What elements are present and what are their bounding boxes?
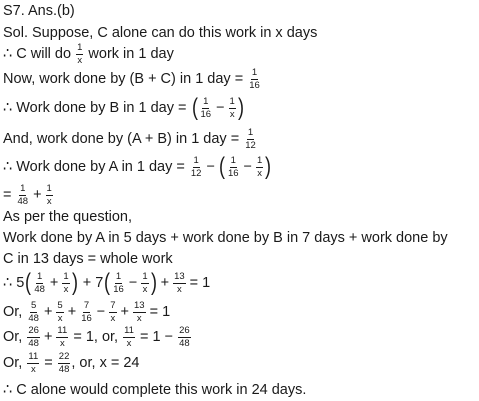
solution-line-2 — [3, 43, 174, 65]
numerator: 11 — [28, 351, 39, 362]
denominator: x — [77, 54, 83, 66]
fraction — [123, 326, 135, 348]
fraction — [133, 301, 146, 323]
denominator: x — [257, 167, 262, 179]
denominator: 16 — [227, 167, 239, 179]
line-14-post: , or, x = 24 — [71, 354, 140, 371]
numerator: 1 — [36, 271, 43, 282]
solution-line-11 — [3, 271, 213, 295]
line-12-pre: Or, — [3, 303, 27, 320]
denominator: x — [126, 337, 132, 349]
plus-sign: + — [49, 274, 59, 291]
fraction — [62, 272, 69, 294]
numerator: 1 — [142, 271, 148, 282]
fraction — [244, 128, 257, 150]
numerator: 1 — [203, 96, 209, 107]
numerator: 7 — [83, 300, 90, 311]
numerator: 1 — [193, 155, 199, 166]
fraction — [80, 301, 93, 323]
solution-line-4 — [3, 96, 245, 120]
denominator: 12 — [245, 139, 256, 151]
equals-one: = 1 — [189, 274, 211, 291]
minus-sign: − — [243, 158, 252, 175]
plus-sign: + — [160, 274, 170, 291]
line-11-pre: ∴ 5 — [3, 274, 25, 291]
minus-sign: − — [216, 99, 225, 116]
denominator: 16 — [200, 108, 212, 120]
numerator: 22 — [58, 351, 70, 362]
solution-line-12 — [3, 301, 173, 323]
fraction — [58, 352, 71, 374]
right-paren: ) — [71, 269, 78, 296]
numerator: 5 — [57, 300, 63, 311]
line-2-pre: ∴ C will do — [3, 45, 76, 62]
fraction — [17, 184, 30, 206]
line-10-text: C in 13 days = whole work — [3, 251, 173, 267]
plus-sign: + — [33, 186, 42, 203]
denominator: x — [229, 108, 235, 120]
fraction — [190, 156, 203, 178]
denominator: 16 — [249, 79, 260, 91]
answer-text: S7. Ans.(b) — [3, 3, 75, 19]
numerator: 13 — [134, 300, 145, 311]
conclusion-text: ∴ C alone would complete this work in 24 days. — [3, 382, 307, 398]
plus-sign: + — [120, 303, 129, 320]
right-paren: ) — [265, 153, 272, 180]
line-11-mid: + 7 — [78, 274, 104, 291]
line-5-pre: And, work done by (A + B) in 1 day = — [3, 130, 244, 147]
denominator: 12 — [190, 167, 202, 179]
line-6-pre: ∴ Work done by A in 1 day = — [3, 158, 189, 175]
minus-sign: − — [206, 158, 215, 175]
minus-sign: − — [128, 274, 138, 291]
fraction — [178, 326, 191, 348]
fraction — [76, 43, 83, 65]
denominator: 48 — [17, 195, 29, 207]
numerator: 1 — [247, 127, 254, 138]
right-paren: ) — [237, 94, 244, 121]
denominator: 48 — [28, 312, 39, 324]
numerator: 11 — [57, 325, 68, 336]
solution-line-3 — [3, 68, 262, 90]
fraction — [112, 272, 125, 294]
fraction — [227, 156, 240, 178]
denominator: x — [136, 312, 142, 324]
numerator: 1 — [251, 67, 258, 78]
plus-sign: + — [43, 328, 53, 345]
fraction — [109, 301, 116, 323]
solution-line-9 — [3, 231, 448, 246]
numerator: 13 — [174, 271, 185, 282]
line-14-pre: Or, — [3, 354, 27, 371]
denominator: x — [30, 363, 36, 375]
solution-conclusion — [3, 383, 306, 398]
line-9-text: Work done by A in 5 days + work done by B in 7 days + work done by — [3, 230, 448, 246]
line-7-pre: = — [3, 186, 16, 203]
denominator: 16 — [81, 312, 92, 324]
right-paren: ) — [150, 269, 157, 296]
answer-heading — [3, 4, 75, 19]
numerator: 1 — [256, 155, 263, 166]
numerator: 1 — [63, 271, 69, 282]
fraction — [27, 326, 40, 348]
fraction — [173, 272, 186, 294]
denominator: x — [59, 337, 65, 349]
numerator: 26 — [179, 325, 190, 336]
fraction — [56, 301, 63, 323]
fraction — [46, 184, 53, 206]
solution-line-6 — [3, 155, 272, 179]
solution-line-10 — [3, 252, 173, 267]
fraction — [141, 272, 148, 294]
line-3-pre: Now, work done by (B + C) in 1 day = — [3, 70, 248, 87]
minus-sign: − — [96, 303, 106, 320]
equals-one: = 1 — [149, 303, 171, 320]
numerator: 1 — [20, 183, 26, 194]
solution-line-7 — [3, 184, 54, 206]
solution-line-8 — [3, 210, 132, 225]
numerator: 1 — [229, 96, 235, 107]
denominator: x — [63, 283, 69, 295]
fraction — [229, 97, 236, 119]
line-8-text: As per the question, — [3, 209, 132, 225]
plus-sign: + — [43, 303, 53, 320]
plus-sign: + — [67, 303, 77, 320]
line-1-text: Sol. Suppose, C alone can do this work in x days — [3, 25, 318, 41]
line-13-pre: Or, — [3, 328, 27, 345]
denominator: x — [110, 312, 116, 324]
line-13-mid: = 1, or, — [69, 328, 123, 345]
fraction — [33, 272, 46, 294]
fraction — [27, 301, 40, 323]
denominator: x — [176, 283, 182, 295]
denominator: 48 — [34, 283, 45, 295]
solution-line-1 — [3, 26, 317, 41]
numerator: 5 — [31, 300, 37, 311]
denominator: x — [57, 312, 63, 324]
numerator: 1 — [230, 155, 236, 166]
numerator: 1 — [77, 42, 83, 53]
left-paren: ( — [104, 269, 111, 296]
line-14-eq: = — [40, 354, 57, 371]
solution-line-14 — [3, 352, 139, 374]
denominator: 16 — [113, 283, 124, 295]
denominator: x — [46, 195, 52, 207]
denominator: 48 — [28, 337, 39, 349]
left-paren: ( — [218, 153, 225, 180]
numerator: 7 — [110, 300, 116, 311]
fraction — [200, 97, 213, 119]
line-2-post: work in 1 day — [84, 45, 174, 62]
left-paren: ( — [191, 94, 198, 121]
left-paren: ( — [25, 269, 32, 296]
fraction — [248, 68, 261, 90]
numerator: 1 — [46, 183, 52, 194]
numerator: 26 — [28, 325, 39, 336]
line-4-pre: ∴ Work done by B in 1 day = — [3, 99, 191, 116]
solution-line-5 — [3, 128, 258, 150]
fraction — [27, 352, 39, 374]
denominator: 48 — [58, 363, 70, 375]
solution-line-13 — [3, 326, 192, 348]
numerator: 1 — [115, 271, 122, 282]
line-13-eq: = 1 − — [135, 328, 178, 345]
denominator: x — [142, 283, 148, 295]
fraction — [56, 326, 68, 348]
fraction — [256, 156, 263, 178]
denominator: 48 — [179, 337, 190, 349]
numerator: 11 — [124, 325, 134, 336]
